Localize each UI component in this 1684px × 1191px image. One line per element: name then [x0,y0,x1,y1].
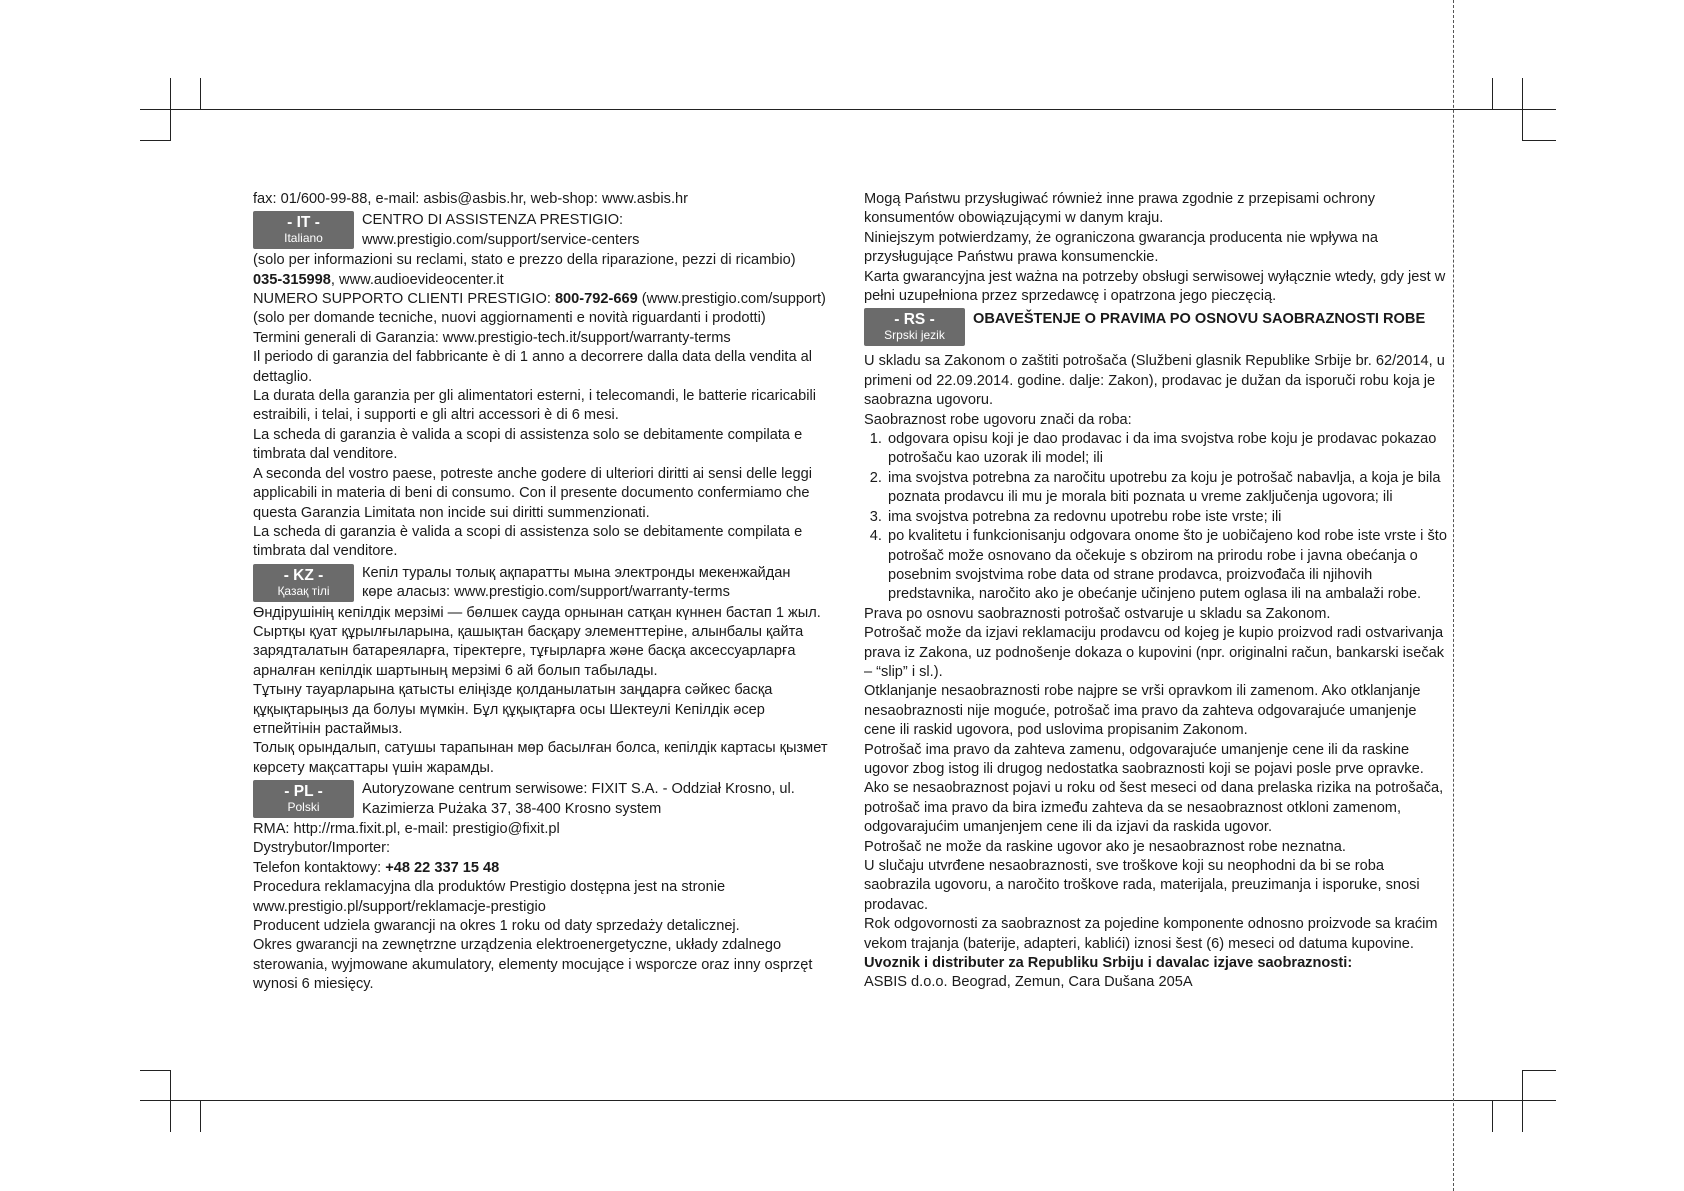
right-column [864,190,1450,993]
badge-language: Қазақ тілі [277,583,330,598]
section-header-text [362,779,835,819]
paragraph: Өндірушінің кепілдік мерзімі — бөлшек сауда орнынан сатқан күннен бастап 1 жыл. [253,604,821,621]
paragraph: Толық орындалып, сатушы тарапынан мөр басылған болса, кепілдік картасы қызмет көрсету мақсаттары үшін жарамды. [253,740,828,776]
badge-code: - KZ - [283,566,324,584]
crop-mark [200,78,201,110]
list-item: 1. odgovara opisu koji je dao prodavac i da ima svojstva robe koju je prodavac pokazao potrošaču kao uzorak ili model; ili [886,430,1450,469]
crop-mark [1522,1070,1523,1132]
section-header-text [362,563,835,603]
header-line: Autoryzowane centrum serwisowe: FIXIT S.A. - Oddział Krosno, ul. [362,781,795,798]
crop-mark [140,140,171,141]
phone-line [253,271,835,290]
paragraph: La durata della garanzia per gli alimentatori esterni, i telecomandi, le batterie ricaricabili estraibili, i telai, i supporti e gli altri accessori è di 6 mesi. [253,388,816,424]
section-it [253,210,835,250]
paragraph: Saobraznost robe ugovoru znači da roba: [864,411,1132,428]
crop-mark [1522,78,1523,140]
badge-code: - PL - [284,783,323,801]
croatia-contact-line: fax: 01/600-99-88, e-mail: asbis@asbis.hr, web-shop: www.asbis.hr [253,191,688,207]
fold-line [1453,0,1454,1191]
badge-code: - RS - [894,311,935,329]
support-label: NUMERO SUPPORTO CLIENTI PRESTIGIO: [253,291,555,308]
phone-rest: , www.audioevideocenter.it [330,271,504,288]
paragraph: La scheda di garanzia è valida a scopi di assistenza solo se debitamente compilata e timbrata dal venditore. [253,426,803,463]
paragraph: Prava po osnovu saobraznosti potrošač ostvaruje u skladu sa Zakonom. [864,605,1331,622]
paragraph: Otklanjanje nesaobraznosti robe najpre se vrši opravkom ili zamenom. Ako otklanjanje nesaobraznosti nije moguće, potrošač ima pravo da zahteva odgovarajuće umanjenje cene ili raskid ugovora, pod uslovima propisanim Zakonom. [864,683,1421,739]
paragraph: Karta gwarancyjna jest ważna na potrzeby obsługi serwisowej wyłącznie wtedy, gdy jest w pełni uzupełniona przez sprzedawcę i opatrzona jego pieczęcią. [864,268,1446,305]
section-kz [253,563,835,603]
distributor-line: Dystrybutor/Importer: [253,840,391,857]
paragraph: Тұтыну тауарларына қатысты еліңізде қолданылатын заңдарға сәйкес басқа құқықтарыңыз да болуы мүмкін. Бұл құқықтарға осы Шектеулі Кепілдік әсер етпейтінін растаймыз. [253,682,773,737]
paragraph: Potrošač ima pravo da zahteva zamenu, odgovarajuće umanjenje cene ili da raskine ugovor zbog istog ili drugog nedostatka saobraznosti koji se pojavi posle prve opravke. [864,741,1424,777]
language-badge-kz [253,564,354,602]
badge-language: Srpski jezik [884,328,945,343]
importer-address: ASBIS d.o.o. Beograd, Zemun, Cara Dušana 205A [864,974,1193,991]
support-rest: (www.prestigio.com/support) [637,291,826,308]
importer-label-text: Uvoznik i distributer za Republiku Srbiju i davalac izjave saobraznosti: [864,955,1353,972]
phone-label: Telefon kontaktowy: [253,859,386,876]
list-item: 3. ima svojstva potrebna za redovnu upotrebu robe iste vrste; ili [886,508,1450,527]
crop-mark [200,1100,201,1132]
paragraph: Rok odgovornosti za saobraznost za pojedine komponente odnosno proizvode sa kraćim vekom trajanja (baterije, adapteri, kablići) iznosi šest (6) meseci od datuma kupovine. [864,916,1438,952]
list-item: 4. po kvalitetu i funkcionisanju odgovara onome što je uobičajeno kod robe iste vrste i što potrošač može osnovano da očekuje s obzirom na prirodu robe i javna obećanja o posebnim svojstvima robe data od strane prodavca, proizvođača ili njihovih predstavnika, naročito ako je obećanje učinjeno putem oglasa ili na ambalaži robe. [886,527,1450,605]
paragraph: Producent udziela gwarancji na okres 1 roku od daty sprzedaży detalicznej. [253,918,740,935]
paragraph: Procedura reklamacyjna dla produktów Prestigio dostępna jest na stronie www.prestigio.pl/support/reklamacje-prestigio [253,879,726,915]
badge-language: Polski [287,800,320,815]
paragraph: Potrošač ne može da raskine ugovor ako je nesaobraznost robe neznatna. [864,838,1346,855]
crop-mark [140,1070,171,1071]
language-badge-it [253,211,354,249]
rma-line: RMA: http://rma.fixit.pl, e-mail: prestigio@fixit.pl [253,821,560,837]
badge-code: - IT - [287,214,320,232]
list-item: 2. ima svojstva potrebna za naročitu upotrebu za koju je potrošač nabavlja, a koja je bila poznata prodavcu ili mu je morala biti poznata u vreme zaključenja ugovora; ili [886,469,1450,508]
support-line [253,290,835,309]
header-line: Кепіл туралы толық ақпаратты мына электронды мекенжайдан [362,564,791,581]
info-note: (solo per informazioni su reclami, stato e prezzo della riparazione, pezzi di ricambio) [253,252,796,269]
paragraph: Сыртқы қуат құрылғыларына, қашықтан басқару элементтеріне, алынбалы қайта зарядталатын батареяларға, тіректерге, тұғырларға және басқа аксессуарларға арналған кепілдік шартының мерзімі 6 ай болып табылады. [253,623,804,679]
paragraph: Termini generali di Garanzia: www.prestigio-tech.it/support/warranty-terms [253,329,731,346]
importer-label [864,954,1450,973]
language-badge-rs [864,308,965,346]
crop-mark [170,1070,171,1132]
crop-mark [1492,78,1493,110]
phone-number: 035-315998 [253,271,331,288]
support-number: 800-792-669 [554,291,638,308]
crop-mark [140,1100,1556,1101]
header-line: Kazimierza Pużaka 37, 38-400 Krosno system [362,800,662,817]
crop-mark [1522,140,1556,141]
paragraph: U slučaju utvrđene nesaobraznosti, sve troškove koji su neophodni da bi se roba saobrazila ugovoru, a naročito troškove rada, materijala, preuzimanja i isporuke, snosi prodavac. [864,858,1420,913]
header-line: CENTRO DI ASSISTENZA PRESTIGIO: [362,212,624,229]
crop-mark [1522,1070,1556,1071]
paragraph: Potrošač može da izjavi reklamaciju prodavcu od kojeg je kupio proizvod radi ostvarivanja prava iz Zakona, uz podnošenje dokaza o kupovini (npr. originalni račun, bankarski isečak – “slip” i sl.). [864,625,1445,680]
section-header-text [362,210,835,250]
badge-language: Italiano [284,231,323,246]
phone-number: +48 22 337 15 48 [385,859,500,876]
section-title: OBAVEŠTENJE O PRAVIMA PO OSNOVU SAOBRAZNOSTI ROBE [973,311,1426,328]
paragraph: Mogą Państwu przysługiwać również inne prawa zgodnie z przepisami ochrony konsumentów obowiązującymi w danym kraju. [864,191,1376,227]
crop-mark [1492,1100,1493,1132]
left-column [253,190,835,995]
paragraph: A seconda del vostro paese, potreste anche godere di ulteriori diritti ai sensi delle leggi applicabili in materia di beni di consumo. Con il presente documento confermiamo che questa Garanzia Limitata non incide sui diritti summenzionati. [253,465,812,521]
paragraph: (solo per domande tecniche, nuovi aggiornamenti e novità riguardanti i prodotti) [253,310,766,327]
paragraph: U skladu sa Zakonom o zaštiti potrošača (Službeni glasnik Republike Srbije br. 62/2014, u primeni od 22.09.2014. godine. dalje: Zakon), prodavac je dužan da isporuči robu koja je saobrazna ugovoru. [864,353,1445,409]
paragraph: Ako se nesaobraznost pojavi u roku od šest meseci od dana prelaska rizika na potrošača, potrošač ima pravo da bira između zahteva da se nesaobraznost otkloni zamenom, odgovarajućim umanjenjem cene ili da izjavi da raskida ugovor. [864,780,1444,836]
paragraph: La scheda di garanzia è valida a scopi di assistenza solo se debitamente compilata e timbrata dal venditore. [253,523,803,560]
phone-line [253,859,835,878]
crop-mark [140,109,1556,110]
header-line: www.prestigio.com/support/service-centers [362,231,640,248]
paragraph: Niniejszym potwierdzamy, że ograniczona gwarancja producenta nie wpływa na przysługujące Państwu prawa konsumenckie. [864,229,1379,266]
section-rs [864,307,1450,346]
crop-mark [170,78,171,140]
language-badge-pl [253,780,354,818]
paragraph: Okres gwarancji na zewnętrzne urządzenia elektroenergetyczne, układy zdalnego sterowania, wyjmowane akumulatory, elementy mocujące i wsporcze oraz inny osprzęt wynosi 6 miesięcy. [253,937,813,993]
section-pl [253,779,835,819]
header-line: көре аласыз: www.prestigio.com/support/warranty-terms [362,584,730,601]
paragraph: Il periodo di garanzia del fabbricante è di 1 anno a decorrere dalla data della vendita al dettaglio. [253,349,812,385]
conformity-list [864,430,1450,605]
